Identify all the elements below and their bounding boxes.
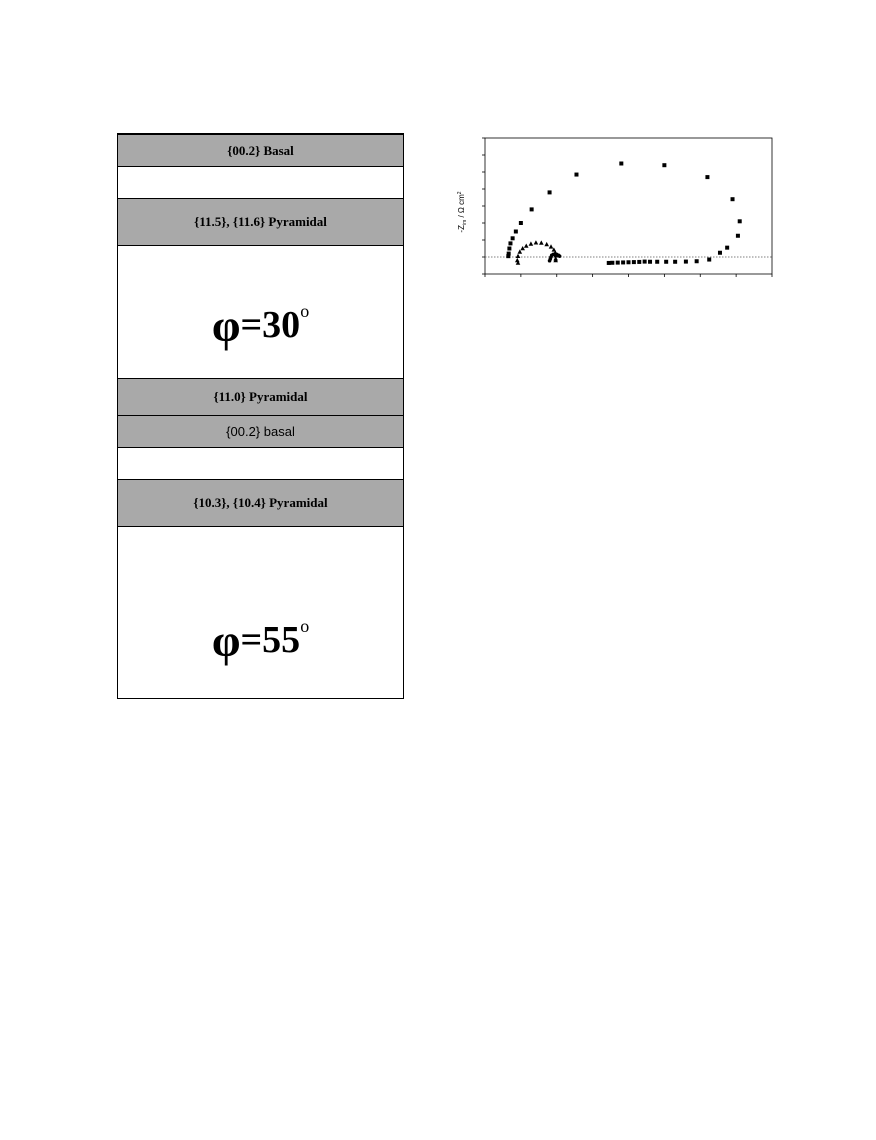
data-point-square (731, 197, 735, 201)
data-point-circle (558, 254, 562, 258)
degree-mark: o (300, 616, 310, 637)
data-point-square (648, 260, 652, 264)
data-point-square (616, 261, 620, 265)
data-point-triangle (549, 244, 554, 248)
crystal-plane-diagram (117, 133, 404, 699)
degree-mark: o (300, 301, 310, 322)
data-point-square (514, 230, 518, 234)
data-point-square (673, 260, 677, 264)
chart-axes (482, 138, 772, 277)
data-point-square (508, 241, 512, 245)
data-point-triangle (516, 254, 521, 258)
data-point-triangle (544, 242, 549, 246)
data-point-square (507, 252, 511, 256)
band-basal-middle (118, 416, 403, 448)
data-point-square (705, 175, 709, 179)
data-point-square (707, 258, 711, 262)
data-point-triangle (515, 258, 520, 262)
band-pyramidal-115-116 (118, 198, 403, 246)
data-point-square (664, 260, 668, 264)
data-point-square (736, 234, 740, 238)
chart-svg (452, 130, 782, 290)
phi-symbol: φ (211, 615, 241, 666)
data-point-triangle (524, 243, 529, 247)
data-point-triangle (520, 246, 525, 250)
data-point-square (621, 260, 625, 264)
phi-value: =30 (240, 304, 301, 346)
phi-angle-30 (118, 299, 403, 352)
phi-angle-55 (118, 614, 403, 667)
impedance-chart (452, 130, 782, 290)
y-axis-label: $-Z_{im}$ / Ω $cm^2$ (457, 191, 468, 233)
data-point-square (511, 236, 515, 240)
data-point-square (725, 246, 729, 250)
data-point-square (519, 221, 523, 225)
band-label: {10.3}, {10.4} Pyramidal (193, 495, 328, 510)
data-point-square (695, 259, 699, 263)
band-pyramidal-110 (118, 378, 403, 416)
phi-value: =55 (240, 619, 301, 661)
band-label: {11.0} Pyramidal (213, 389, 308, 404)
data-point-square (637, 260, 641, 264)
band-label: {00.2} Basal (227, 142, 294, 158)
data-point-square (655, 260, 659, 264)
data-point-square (548, 190, 552, 194)
data-point-square (627, 260, 631, 264)
band-label: {00.2} basal (226, 424, 295, 439)
data-point-triangle (534, 240, 539, 244)
data-point-square (607, 261, 611, 265)
band-label: {11.5}, {11.6} Pyramidal (194, 214, 327, 229)
data-point-square (632, 260, 636, 264)
data-point-square (619, 162, 623, 166)
data-point-square (507, 247, 511, 251)
data-point-square (718, 251, 722, 255)
data-point-triangle (529, 241, 534, 245)
data-point-square (643, 260, 647, 264)
data-point-square (738, 219, 742, 223)
plot-frame (485, 138, 772, 274)
data-point-square (574, 173, 578, 177)
chart-marks (506, 162, 741, 265)
phi-symbol: φ (211, 300, 241, 351)
data-point-square (662, 163, 666, 167)
data-point-square (530, 207, 534, 211)
data-point-square (610, 261, 614, 265)
band-pyramidal-103-104 (118, 479, 403, 527)
data-point-triangle (539, 240, 544, 244)
band-basal-top (118, 134, 403, 167)
data-point-square (684, 260, 688, 264)
